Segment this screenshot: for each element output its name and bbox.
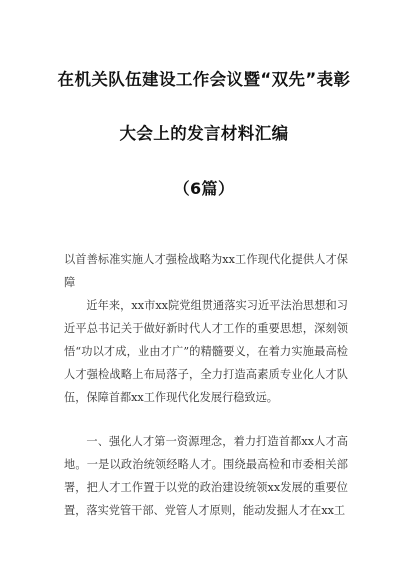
document-body-section-1	[64, 430, 348, 522]
section-heading: 以首善标准实施人才强检战略为xx工作现代化提供人才保障	[64, 253, 348, 289]
paragraph-section-1: 一、强化人才第一资源理念，着力打造首都xx人才高地。一是以政治统领经略人才。围绕最高检和市委相关部署，把人才工作置于以党的政治建设统领xx发展的重要位置，落实党管干部、党管人才原则，能动发掘人才在xx工	[64, 435, 348, 517]
document-title-line-2: 大会上的发言材料汇编	[119, 124, 289, 143]
document-count-label: （6篇）	[173, 179, 235, 198]
document-body	[64, 248, 348, 409]
paragraph-intro: 近年来，xx市xx院党组贯通落实习近平法治思想和习近平总书记关于做好新时代人才工作的重要思想，深刻领悟“功以才成，业由才广”的精髓要义，在着力实施最高检人才强检战略上布局落子，全力打造高素质专业化人才队伍，保障首都xx工作现代化发展行稳致远。	[64, 299, 348, 404]
document-title-line-1: 在机关队伍建设工作会议暨“双先”表彰	[57, 70, 351, 89]
